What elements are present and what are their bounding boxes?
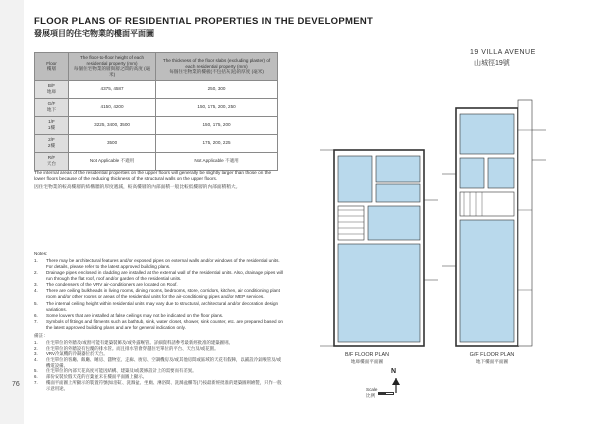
notes-zh — [34, 333, 284, 392]
floor-cell: B/F 地庫 — [35, 80, 69, 98]
height-cell: 4150, 4200 — [69, 98, 156, 116]
slab-cell: 250, 300 — [156, 80, 278, 98]
notes-section — [34, 251, 284, 391]
page-title: FLOOR PLANS OF RESIDENTIAL PROPERTIES IN THE DEVELOPMENT — [34, 16, 374, 27]
header-slab-thickness: The thickness of the floor slabs (excluding plaster) of each residential property (mm) 每個住宅物業的樓板(不包括灰泥)的厚度 (毫米) — [156, 53, 278, 81]
gf-plan-caption: G/F FLOOR PLAN 地下樓面平面圖 — [469, 352, 515, 364]
floor-cell: 2/F 2樓 — [35, 134, 69, 152]
table-row — [35, 134, 278, 152]
north-label: N — [391, 368, 397, 375]
bf-floor-plan — [320, 150, 438, 346]
floor-cell: G/F 地下 — [35, 98, 69, 116]
intro-paragraph — [34, 170, 280, 190]
height-cell: Not Applicable 不適用 — [69, 152, 156, 170]
height-cell: 3225, 3400, 3500 — [69, 116, 156, 134]
gf-floor-plan — [442, 100, 546, 346]
slab-cell: 175, 200, 225 — [156, 134, 278, 152]
bf-plan-caption: B/F FLOOR PLAN 地庫樓面平面圖 — [344, 352, 390, 364]
note-item-zh: 7. 樓面平面圖上所顯示的裝置符號(如浴缸、洗滌盆、坐廁、淋浴間、洗滌盆櫃等)乃按最新經批准的建築圖則繪製，只作一般示意用途。 — [34, 379, 282, 391]
note-item-zh: 6. 部份安裝於假天花的百葉並未在樓面平面圖上顯示。 — [34, 374, 147, 380]
table-row — [35, 152, 278, 170]
table-row — [35, 80, 278, 98]
note-item-zh: 3. VRV冷氣機的冷凝器位於天台。 — [34, 351, 108, 357]
height-cell: 3500 — [69, 134, 156, 152]
note-item-zh: 4. 住宅單位的客廳、飯廳、睡房、儲物室、走廊、廚房、空調機房及/或其他房間或區域的天花有假陣，以鋪設冷氣喉管及/或機電設備。 — [34, 357, 282, 368]
note-item: 3. The condensers of the VRV air-conditioners are located on Roof. — [34, 282, 178, 288]
table-header-row — [35, 53, 278, 81]
slab-cell: Not Applicable 不適用 — [156, 152, 278, 170]
floor-cell: 1/F 1樓 — [35, 116, 69, 134]
intro-text-en: The internal areas of the residential properties on the upper floors will generally be slightly larger than those on the lower floors because of the reducing thickness of the structural walls on the upper floors. — [34, 170, 272, 182]
table-row — [35, 98, 278, 116]
page-number: 76 — [12, 381, 20, 388]
header-floor: Floor 樓層 — [35, 53, 69, 81]
note-item-zh: 2. 住宅單位的外牆設有包覆的排水管。而且排水管會穿越住宅單位的平台、天台及/或花園。 — [34, 345, 219, 351]
address-zh: 山城徑19號 — [474, 60, 510, 67]
note-item-zh: 5. 住宅單位的內部天花高度可能因結構、建築及/或裝修設計上的需要而有差異。 — [34, 368, 197, 374]
note-item: 1. There may be architectural features and/or exposed pipes on external walls and/or windows of the residential units. For details, please refer to the latest approved building plans. — [34, 258, 280, 270]
address-en: 19 VILLA AVENUE — [470, 49, 536, 56]
note-item: 2. Drainage pipes enclosed in cladding are installed at the external wall of the residential units. Also, drainage pipes will run through the flat roof, roof and/or garden of the residential units. — [34, 270, 283, 282]
scale-label: Scale 比例 — [366, 387, 378, 398]
floor-cell: R/F 天台 — [35, 152, 69, 170]
note-item: 6. Some louvers that are installed at false ceilings may not be indicated on the floor plans. — [34, 312, 224, 318]
note-item: 4. There are ceiling bulkheads in living rooms, dining rooms, bedrooms, store, corridors, kitchen, air conditioning plant room and/or other rooms or areas of the residential units for the air-conditioning pipes and/or MEP services. — [34, 288, 280, 300]
header-floor-height: The floor-to-floor height of each residential property (mm) 每個住宅物業的層與層之間的高度 (毫米) — [69, 53, 156, 81]
slab-cell: 150, 175, 200, 250 — [156, 98, 278, 116]
intro-text-zh: 因住宅物業的較高樓層的結構牆的厚度遞減，較高樓層的內部面積一般比較低樓層的內部面積稍大。 — [34, 183, 241, 189]
slab-cell: 150, 175, 200 — [156, 116, 278, 134]
notes-heading: Notes: — [34, 251, 48, 256]
page-title-zh: 發展項目的住宅物業的樓面平面圖 — [34, 29, 154, 38]
floor-height-table — [34, 52, 278, 171]
note-item-zh: 1. 住宅單位的外牆及/或窗可能有建築裝飾及/或外露喉管。詳細資料請參考最新經批准的建築圖則。 — [34, 339, 233, 345]
floor-plan-drawings — [296, 90, 596, 350]
note-item: 7. Symbols of fittings and fitments such as bathtub, sink, water closet, shower, sink counter, etc. are prepared based on the latest approved building plans and are for general indication only. — [34, 318, 283, 330]
side-margin-bar — [0, 0, 24, 424]
notes-heading-zh: 備註： — [34, 332, 48, 338]
note-item: 5. The internal ceiling height within residential units may vary due to structural, architectural and/or decoration design variations. — [34, 300, 279, 312]
north-arrow-icon — [389, 370, 403, 394]
height-cell: 4375, 4587 — [69, 80, 156, 98]
table-row — [35, 116, 278, 134]
